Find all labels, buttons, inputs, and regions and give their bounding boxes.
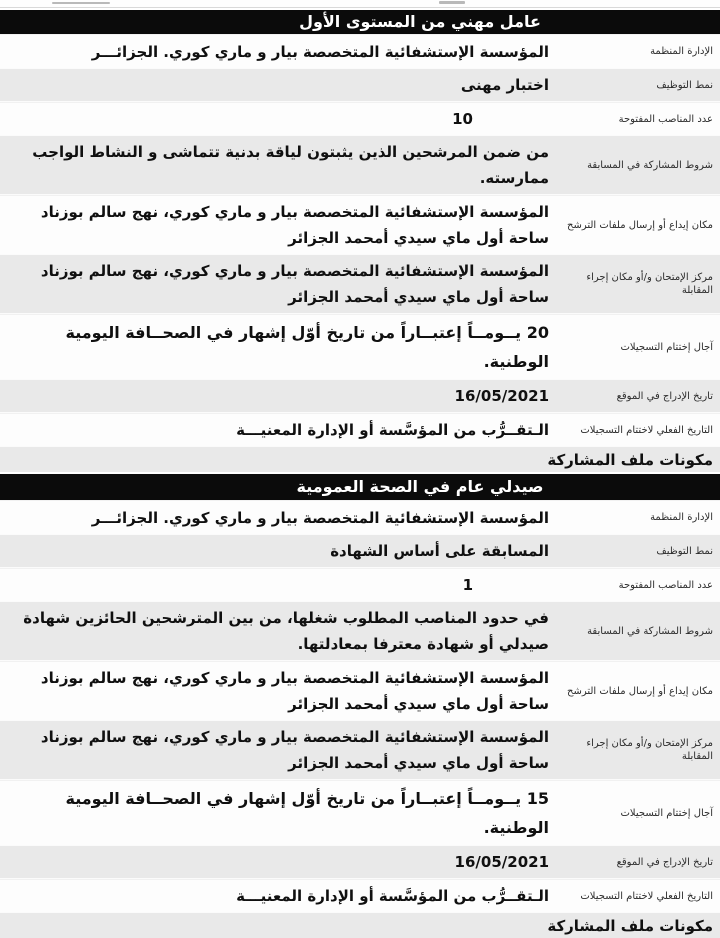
row-label: شروط المشاركة في المسابقة xyxy=(587,625,713,637)
table-row xyxy=(0,195,720,254)
row-value: 1 xyxy=(462,576,473,594)
row-label: الإدارة المنظمة xyxy=(650,512,713,523)
table-row xyxy=(0,780,720,845)
row-value: اختبار مهنى xyxy=(460,76,549,94)
table-row xyxy=(0,413,720,446)
table-row xyxy=(0,845,720,879)
table-row xyxy=(0,879,720,912)
section-job-1 xyxy=(0,34,720,472)
row-label: مركز الإمتحان و/أو مكان إجراء المقابلة xyxy=(586,272,713,296)
table-row xyxy=(0,720,720,780)
table-row xyxy=(0,661,720,720)
row-label: نمط التوظيف xyxy=(656,545,713,557)
row-label: عدد المناصب المفتوحة xyxy=(618,579,713,591)
row-label: مكان إيداع أو إرسال ملفات الترشح xyxy=(566,685,713,697)
table-row xyxy=(0,534,720,568)
row-value: 16/05/2021 xyxy=(454,853,549,871)
section-job-2 xyxy=(0,500,720,938)
table-row xyxy=(0,568,720,601)
table-row xyxy=(0,314,720,379)
row-value: 10 xyxy=(452,110,473,128)
row-value: 15 يــومــاً إعتبــاراً من تاريخ أوّل إشهار في الصحــافة اليومية الوطنية. xyxy=(65,789,549,837)
table-row xyxy=(0,500,720,534)
crop-artifact xyxy=(439,1,465,4)
row-label: نمط التوظيف xyxy=(656,79,713,91)
row-value: المؤسسة الإستشفائية المتخصصة بيار و ماري كوري، نهج سالم بوزناد ساحة أول ماي سيدي أمحمد الجزائر xyxy=(40,203,549,247)
row-label: آجال إختتام التسجيلات xyxy=(620,341,713,353)
row-value: المسابقة على أساس الشهادة xyxy=(330,542,549,560)
row-value: الـتقــرُّب من المؤسَّسة أو الإدارة المعنيـــة xyxy=(236,887,549,905)
row-value: من ضمن المرشحين الذين يثبتون لياقة بدنية تتماشى و النشاط الواجب ممارسته. xyxy=(32,143,549,187)
section-title-bar: عامل مهني من المستوى الأول xyxy=(0,8,720,34)
row-value: 16/05/2021 xyxy=(454,387,549,405)
table-row xyxy=(0,68,720,102)
row-value: المؤسسة الإستشفائية المتخصصة بيار و ماري كوري، نهج سالم بوزناد ساحة أول ماي سيدي أمحمد الجزائر xyxy=(40,262,549,306)
crop-artifact xyxy=(52,2,110,4)
row-label: عدد المناصب المفتوحة xyxy=(618,113,713,125)
row-value: المؤسسة الإستشفائية المتخصصة بيار و ماري كوري، نهج سالم بوزناد ساحة أول ماي سيدي أمحمد الجزائر xyxy=(40,669,549,713)
row-value: في حدود المناصب المطلوب شغلها، من بين المترشحين الحائزين شهادة صيدلي أو شهادة معترفا بمعادلتها. xyxy=(23,609,549,653)
row-label: مركز الإمتحان و/أو مكان إجراء المقابلة xyxy=(586,738,713,762)
file-components-label: مكونات ملف المشاركة xyxy=(547,450,713,469)
row-label: التاريخ الفعلي لاختتام التسجيلات xyxy=(580,424,713,436)
file-components-label: مكونات ملف المشاركة xyxy=(547,916,713,935)
table-row xyxy=(0,34,720,68)
row-value: 20 يــومــاً إعتبــاراً من تاريخ أوّل إشهار في الصحــافة اليومية الوطنية. xyxy=(65,323,549,371)
table-row xyxy=(0,102,720,135)
file-components-row xyxy=(0,912,720,938)
table-row xyxy=(0,254,720,314)
row-value: المؤسسة الإستشفائية المتخصصة بيار و ماري كوري، نهج سالم بوزناد ساحة أول ماي سيدي أمحمد الجزائر xyxy=(40,728,549,772)
row-label: آجال إختتام التسجيلات xyxy=(620,807,713,819)
cropped-top-strip xyxy=(0,0,720,8)
section-title-bar: صيدلي عام في الصحة العمومية xyxy=(0,472,720,500)
row-label: تاريخ الإدراج في الموقع xyxy=(616,856,713,868)
row-label: الإدارة المنظمة xyxy=(650,46,713,57)
row-label: شروط المشاركة في المسابقة xyxy=(587,159,713,171)
row-value: الـتقــرُّب من المؤسَّسة أو الإدارة المعنيـــة xyxy=(236,421,549,439)
table-row xyxy=(0,379,720,413)
table-row xyxy=(0,135,720,195)
row-label: تاريخ الإدراج في الموقع xyxy=(616,390,713,402)
table-row xyxy=(0,601,720,661)
row-value: المؤسسة الإستشفائية المتخصصة بيار و ماري كوري. الجزائـــر xyxy=(91,42,549,61)
file-components-row xyxy=(0,446,720,472)
row-value: المؤسسة الإستشفائية المتخصصة بيار و ماري كوري. الجزائـــر xyxy=(91,508,549,527)
row-label: مكان إيداع أو إرسال ملفات الترشح xyxy=(566,219,713,231)
row-label: التاريخ الفعلي لاختتام التسجيلات xyxy=(580,890,713,902)
